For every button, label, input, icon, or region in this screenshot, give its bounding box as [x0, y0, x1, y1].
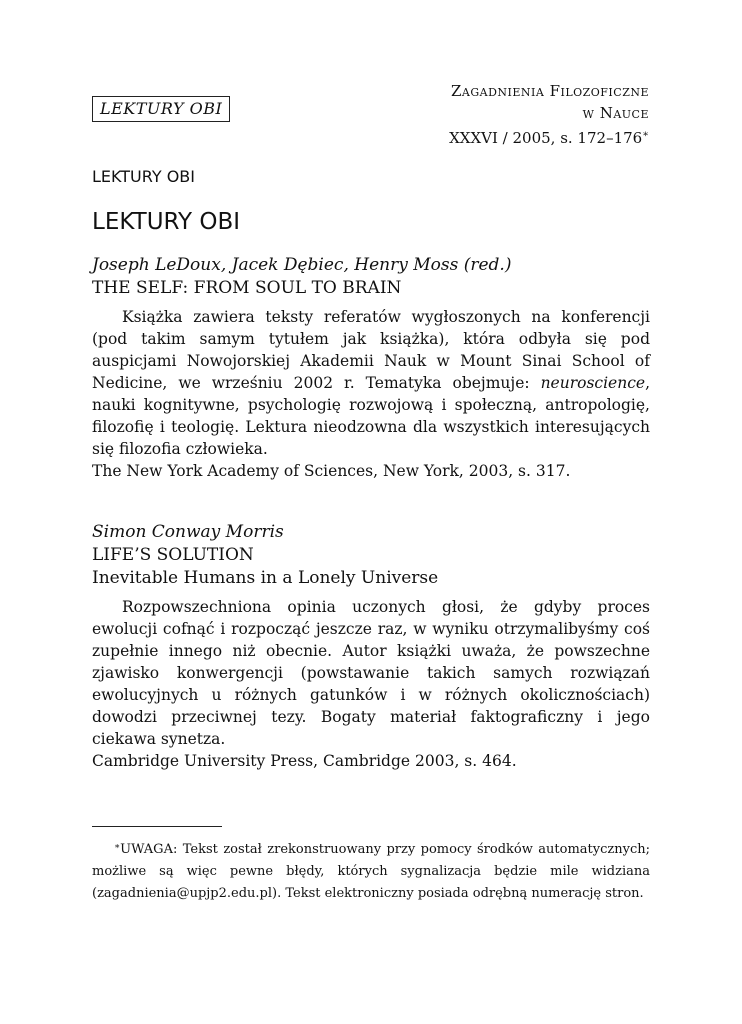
entry-subtitle: Inevitable Humans in a Lonely Universe	[92, 568, 439, 588]
footnote-text: UWAGA: Tekst został zrekonstruowany przy pomocy środków automatycznych; możliwe są więc pewne błędy, których sygnalizacja będzie mile widziana (zagadnienia@upjp2.edu.pl). Tekst elektroniczny posiada odrębną numerację stron.	[92, 842, 650, 901]
issue-footnote-mark: ∗	[642, 129, 649, 140]
entry-description-text-end: , nauki kognitywne, psychologię rozwojową i społeczną, antropologię, filozofię i teologię. Lektura nieodzowna dla wszystkich interesujących się filozofia człowieka.	[92, 374, 650, 458]
issue-info	[449, 124, 649, 149]
issue-line: XXXVI / 2005, s. 172–176	[449, 129, 643, 147]
entry-description-emphasis: neuroscience	[540, 374, 646, 392]
entry-publication: The New York Academy of Sciences, New York, 2003, s. 317.	[92, 462, 571, 480]
section-label: LEKTURY OBI	[100, 99, 223, 118]
footnote-rule	[92, 826, 222, 827]
entry-author: Joseph LeDoux, Jacek Dębiec, Henry Moss (red.)	[92, 255, 512, 275]
entry-description: Rozpowszechniona opinia uczonych głosi, że gdyby proces ewolucji cofnąć i rozpocząć jeszcze raz, w wyniku otrzymalibyśmy coś zupełnie innego niż obecnie. Autor książki uważa, że powszechne zjawisko konwergencji (powstawanie takich samych rozwiązań ewolucyjnych u różnych gatunków i w różnych okolicznościach) dowodzi przeciwnej tezy. Bogaty materiał faktograficzny i jego ciekawa synetza.	[92, 598, 650, 748]
entry-author: Simon Conway Morris	[92, 522, 284, 542]
journal-name-line2: w Nauce	[582, 104, 649, 122]
entry-title: THE SELF: FROM SOUL TO BRAIN	[92, 278, 402, 298]
journal-header	[449, 80, 649, 149]
footnote	[92, 836, 650, 905]
page-title: LEKTURY OBI	[92, 209, 241, 235]
section-label-box	[92, 96, 230, 122]
book-entry	[92, 254, 650, 482]
book-entry	[92, 521, 650, 772]
running-head: LEKTURY OBI	[92, 167, 195, 186]
entry-description	[92, 306, 650, 460]
entry-publication: Cambridge University Press, Cambridge 2003, s. 464.	[92, 752, 517, 770]
entry-title: LIFE’S SOLUTION	[92, 545, 254, 565]
entry-description-text: Książka zawiera teksty referatów wygłoszonych na konferencji (pod takim samym tytułem jak książka), która odbyła się pod auspicjami Nowojorskiej Akademii Nauk w Mount Sinai School of Nedicine, we wrześniu 2002 r. Tematyka obejmuje:	[92, 308, 650, 392]
footnote-mark: ∗	[114, 842, 121, 852]
journal-name: Zagadnienia Filozoficzne	[450, 82, 649, 100]
